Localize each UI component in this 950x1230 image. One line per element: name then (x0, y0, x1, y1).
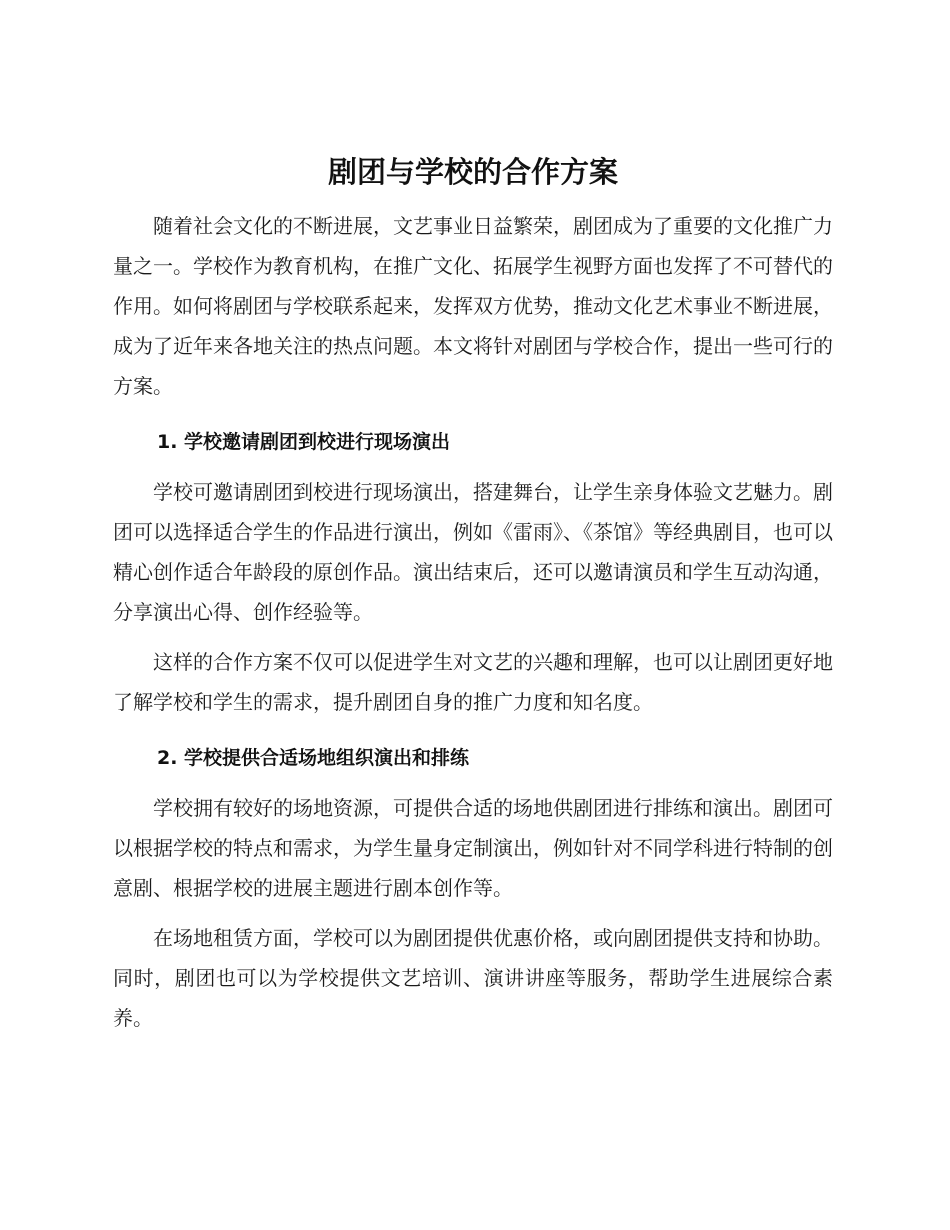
document-title: 剧团与学校的合作方案 (327, 155, 618, 189)
intro-paragraph: 随着社会文化的不断进展，文艺事业日益繁荣，剧团成为了重要的文化推广力量之一。学校作为教育机构，在推广文化、拓展学生视野方面也发挥了不可替代的作用。如何将剧团与学校联系起来，发挥双方优势，推动文化艺术事业不断进展，成为了近年来各地关注的热点问题。本文将针对剧团与学校合作，提出一些可行的方案。 (113, 214, 833, 398)
section-heading: 2. 学校提供合适场地组织演出和排练 (157, 747, 470, 769)
section-paragraph: 这样的合作方案不仅可以促进学生对文艺的兴趣和理解，也可以让剧团更好地了解学校和学生的需求，提升剧团自身的推广力度和知名度。 (113, 650, 833, 714)
section-1 (113, 422, 833, 722)
section-paragraph: 在场地租赁方面，学校可以为剧团提供优惠价格，或向剧团提供支持和协助。同时，剧团也可以为学校提供文艺培训、演讲讲座等服务，帮助学生进展综合素养。 (113, 926, 833, 1030)
section-paragraph: 学校可邀请剧团到校进行现场演出，搭建舞台，让学生亲身体验文艺魅力。剧团可以选择适合学生的作品进行演出，例如《雷雨》、《茶馆》等经典剧目，也可以精心创作适合年龄段的原创作品。演出结束后，还可以邀请演员和学生互动沟通，分享演出心得、创作经验等。 (113, 480, 833, 624)
section-heading: 1. 学校邀请剧团到校进行现场演出 (157, 431, 451, 453)
section-paragraph: 学校拥有较好的场地资源，可提供合适的场地供剧团进行排练和演出。剧团可以根据学校的特点和需求，为学生量身定制演出，例如针对不同学科进行特制的创意剧、根据学校的进展主题进行剧本创作等。 (113, 796, 833, 900)
section-2 (113, 738, 833, 1038)
document-page (113, 148, 833, 1038)
